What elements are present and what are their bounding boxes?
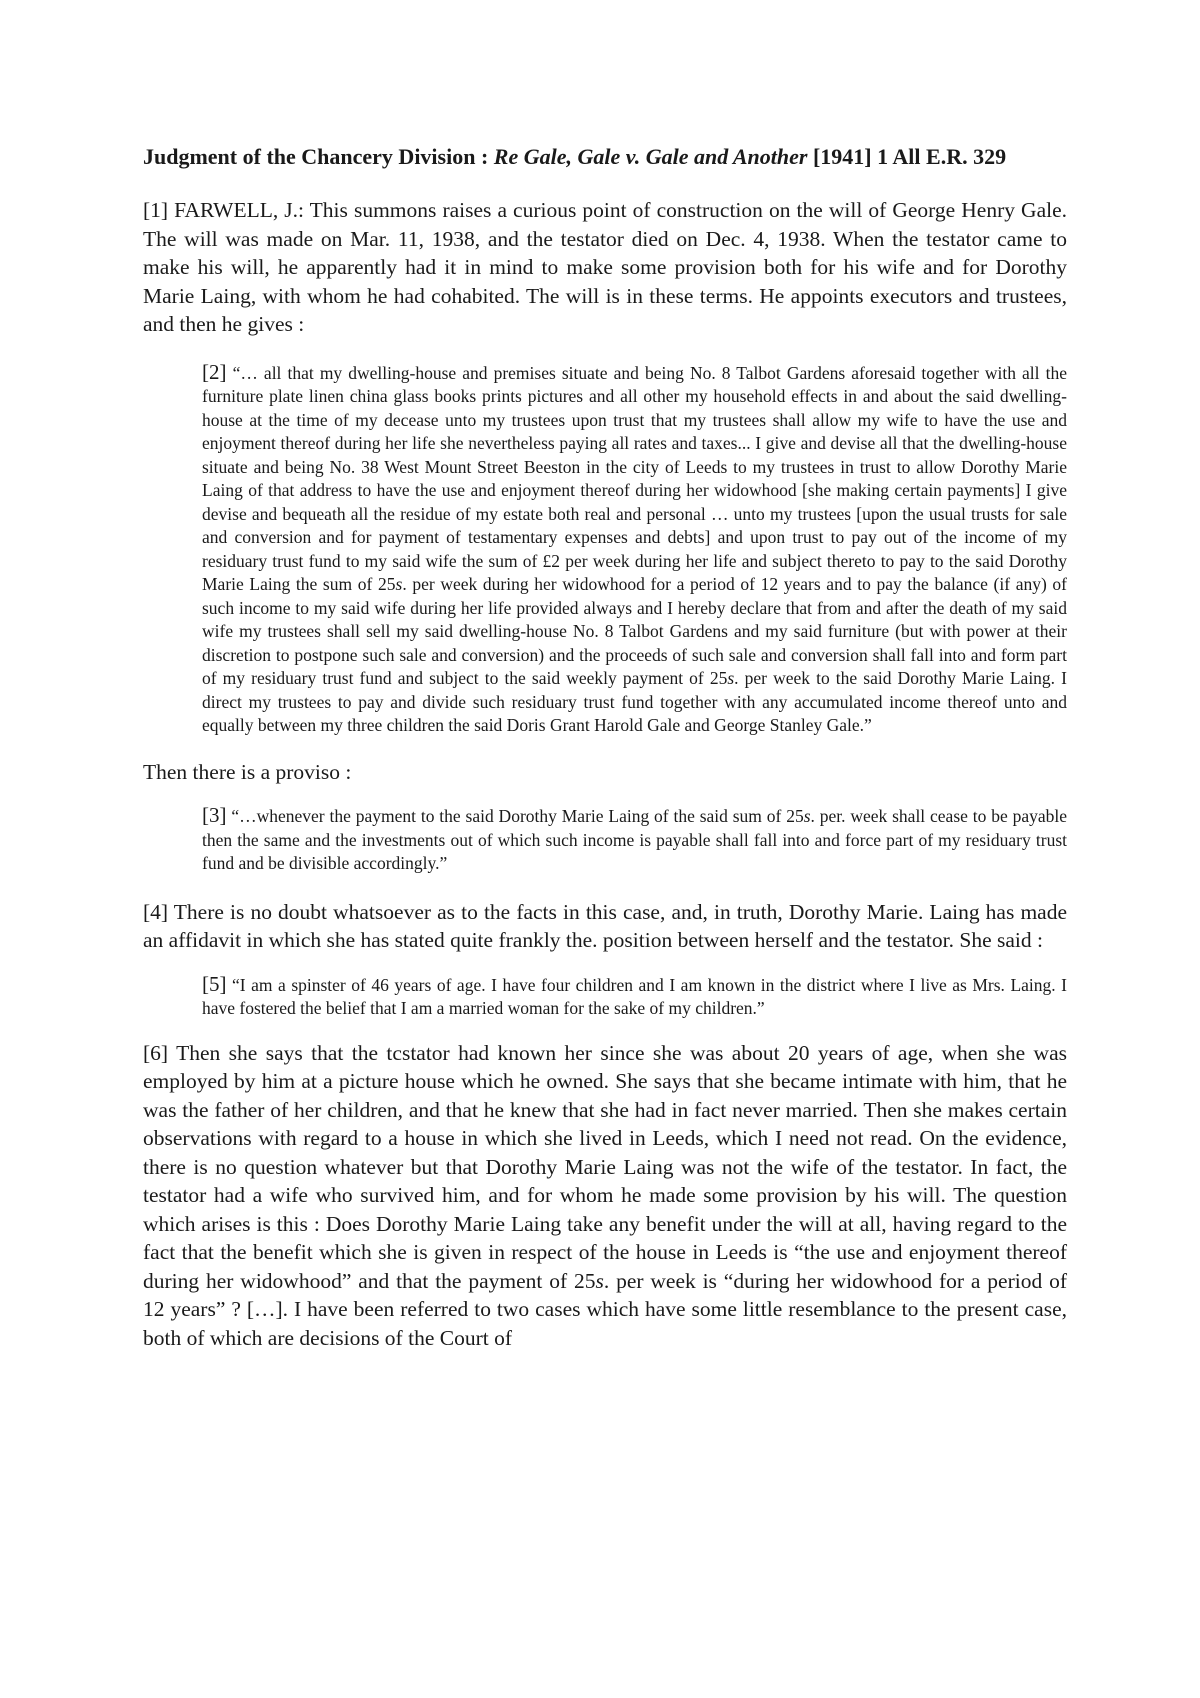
judgment-body (143, 143, 1067, 1352)
quote-paragraph-5 (202, 973, 1067, 1021)
quote-text: “…whenever the payment to the said Dorothy Marie Laing of the said sum of 25 (226, 806, 804, 826)
shilling-abbrev: s (595, 1268, 604, 1293)
paragraph-6 (143, 1039, 1067, 1353)
paragraph-number: [2] (202, 359, 227, 384)
quote-text: . per. week shall cease to be payable then the same and the investments out of which such income is payable shall fall into and force part of my residuary trust fund and be divisible accordingly.” (202, 806, 1067, 873)
quote-text: “I am a spinster of 46 years of age. I have four children and I am known in the district where I live as Mrs. Laing. I have fostered the belief that I am a married woman for the sake of my children.” (202, 974, 1067, 1018)
quote-paragraph-3 (202, 804, 1067, 876)
paragraph-number: [3] (202, 803, 227, 827)
quote-text: “… all that my dwelling-house and premises situate and being No. 8 Talbot Gardens aforesaid together with all the furniture plate linen china glass books prints pictures and all other my household effects in and about the said dwelling-house at the time of my decease unto my trustees upon trust that my trustees shall allow my wife to have the use and enjoyment thereof during her life she nevertheless paying all rates and taxes... I give and devise all that the dwelling-house situate and being No. 38 West Mount Street Beeston in the city of Leeds to my trustees in trust to allow Dorothy Marie Laing of that address to have the use and enjoyment thereof during her widowhood [she making certain payments] I give devise and bequeath all the residue of my estate both real and personal … unto my trustees [upon the usual trusts for sale and conversion and for payment of testamentary expenses and debts] and upon trust to pay out of the income of my residuary trust fund to my said wife the sum of £2 per week during her life and subject thereto to pay to the said Dorothy Marie Laing the sum of 25 (202, 362, 1067, 594)
shilling-abbrev: s (803, 806, 811, 826)
quote-text: . per week to the said Dorothy Marie Laing. I direct my trustees to pay and divide such residuary trust fund together with any accumulated income thereof unto and equally between my three children the said Doris Grant Harold Gale and George Stanley Gale.” (202, 668, 1067, 735)
quote-text: . per week during her widowhood for a period of 12 years and to pay the balance (if any) of such income to my said wife during her life provided always and I hereby declare that from and after the death of my said wife my trustees shall sell my said dwelling-house No. 8 Talbot Gardens and my said furniture (but with power at their discretion to postpone such sale and conversion) and the proceeds of such sale and conversion shall fall into and form part of my residuary trust fund and subject to the said weekly payment of 25 (202, 574, 1068, 688)
case-name: Re Gale, Gale v. Gale and Another (493, 144, 808, 169)
paragraph-text: . per week is “during her widowhood for a period of 12 years” ? […]. I have been referred to two cases which have some little resemblance to the present case, both of which are decisions of the Court of (143, 1268, 1067, 1350)
heading-prefix: Judgment of the Chancery Division : (143, 144, 494, 169)
paragraph-text: [6] Then she says that the tcstator had known her since she was about 20 years of age, when she was employed by him at a picture house which he owned. She says that she became intimate with him, that he was the father of her children, and that he knew that she had in fact never married. Then she makes certain observations with regard to a house in which she lived in Leeds, which I need not read. On the evidence, there is no question whatever but that Dorothy Marie Laing was not the wife of the testator. In fact, the testator had a wife who survived him, and for whom he made some provision by his will. The question which arises is this : Does Dorothy Marie Laing take any benefit under the will at all, having regard to the fact that the benefit which she is given in respect of the house in Leeds is “the use and enjoyment thereof during her widowhood” and that the payment of 25 (143, 1040, 1067, 1293)
proviso-line: Then there is a proviso : (143, 759, 352, 784)
shilling-abbrev: s (727, 668, 735, 688)
paragraph-4: [4] There is no doubt whatsoever as to the facts in this case, and, in truth, Dorothy Marie. Laing has made an affidavit in which she has stated quite frankly the. position between herself and the testator. She said : (143, 899, 1067, 952)
quote-paragraph-2 (202, 361, 1067, 738)
case-citation: [1941] 1 All E.R. 329 (807, 144, 1007, 169)
shilling-abbrev: s (395, 574, 403, 594)
paragraph-1: [1] FARWELL, J.: This summons raises a curious point of construction on the will of George Henry Gale. The will was made on Mar. 11, 1938, and the testator died on Dec. 4, 1938. When the testator came to make his will, he apparently had it in mind to make some provision both for his wife and for Dorothy Marie Laing, with whom he had cohabited. The will is in these terms. He appoints executors and trustees, and then he gives : (143, 198, 1067, 336)
judgment-heading (143, 143, 1067, 171)
paragraph-number: [5] (202, 971, 227, 996)
